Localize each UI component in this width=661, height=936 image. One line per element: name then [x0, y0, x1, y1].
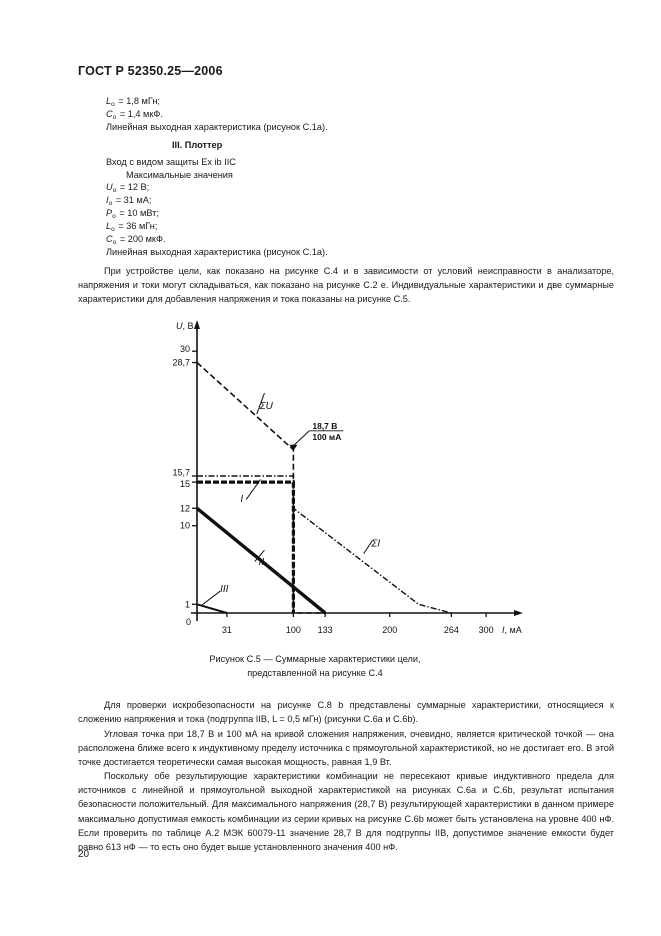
x-tick-label-2: 133 — [317, 625, 333, 635]
caption-line-1: Рисунок С.5 — Суммарные характеристики цели, — [209, 654, 421, 664]
figure-c5-chart — [150, 312, 550, 642]
uo-line: $U_o = 12$ В; — [106, 182, 150, 194]
x-tick-label-3: 200 — [382, 625, 398, 635]
c0-line: $C_o = 1,4$ мкФ. — [106, 109, 163, 121]
y-tick-label-1: 10 — [179, 520, 190, 531]
x-tick-label-0: 31 — [221, 625, 232, 635]
y-tick-label-4: 15,7 — [172, 467, 190, 478]
paragraph-4: Поскольку обе результирующие характеристики комбинации не пересекают кривые индуктивного предела для источников с линейной и прямоугольной выходной характеристикой на рисунках С.6а и С.6b, результат испытания безопасности положительный. Для максимального напряжения (28,7 В) результирующей характеристики в данном примере максимально допустимая емкость комбинации из серии кривых на рисунке С.6b может быть установлена на уровне 400 нФ. Если проверить по таблице А.2 МЭК 60079-11 значение 28,7 В для подгруппы IIB, допустимое значение емкости будет равно 613 нФ — то есть оно будет выше установленного значения 400 нФ. — [78, 771, 614, 853]
plotter-max-values: Максимальные значения — [126, 170, 233, 180]
characteristic-line-1: Линейная выходная характеристика (рисунок С.1а). — [106, 122, 328, 132]
y-tick-label-5: 28,7 — [172, 357, 190, 368]
plotter-input: Вход с видом защиты Ex ib IIC — [106, 157, 236, 167]
series-label-3: ΣU — [259, 400, 273, 412]
annotation-text-2-0: 100 мА — [312, 431, 342, 442]
paragraph-3: Угловая точка при 18,7 В и 100 мА на кривой сложения напряжения, очевидно, является критической точкой — она расположена ближе всего к индуктивному пределу источника с прямоугольной характеристикой, но не достигает его. В этой точке достигается теоретически самая высокая мощность, равная 1,9 Вт. — [78, 729, 614, 768]
co-line: $C_o = 200$ мкФ. — [106, 234, 166, 246]
x-tick-label-5: 300 — [478, 625, 494, 635]
plotter-heading: III. Плоттер — [172, 140, 223, 150]
series-label-4: ΣI — [371, 538, 381, 550]
series-label-2: III — [220, 584, 229, 596]
y-tick-label-6: 30 — [179, 344, 190, 355]
x-axis-arrow — [514, 610, 523, 616]
x-tick-label-4: 264 — [443, 625, 459, 635]
figure-caption — [180, 652, 450, 680]
paragraph-1: При устройстве цели, как показано на рисунке С.4 и в зависимости от условий неисправности в анализаторе, напряжения и токи могут складываться, как показано на рисунке С.2 е. Индивидуальные характеристики и две суммарные характеристики для добавления напряжения и тока показаны на рисунке С.5. — [78, 266, 614, 305]
series-line-4 — [197, 476, 451, 613]
y-tick-label-2: 12 — [179, 503, 190, 514]
document-header: ГОСТ Р 52350.25—2006 — [78, 64, 223, 78]
io-line: $I_o = 31$ мА; — [106, 195, 152, 207]
characteristic-line-2: Линейная выходная характеристика (рисунок С.1а). — [106, 247, 328, 257]
caption-line-2: представленной на рисунке С.4 — [247, 668, 383, 678]
origin-label: 0 — [186, 617, 192, 627]
series-label-0: I — [240, 494, 244, 506]
series-label-1: II — [258, 557, 265, 568]
l0-line: $L_o = 1,8$ мГн; — [106, 96, 160, 108]
series-leader-2 — [202, 591, 220, 605]
y-axis-arrow — [194, 320, 200, 329]
page-number: 20 — [78, 849, 90, 860]
series-line-2 — [197, 604, 227, 613]
y-axis-label: U, В — [176, 321, 194, 331]
x-axis-label: I, мА — [502, 625, 522, 635]
y-tick-label-0: 1 — [184, 599, 190, 610]
y-tick-label-3: 15 — [179, 479, 190, 490]
annotation-text-1-0: 18,7 В — [312, 420, 338, 431]
po-line: $P_o = 10$ мВт; — [106, 208, 159, 220]
lo-line: $L_o = 36$ мГн; — [106, 221, 158, 233]
annotation-leader-0 — [293, 431, 309, 446]
x-tick-label-1: 100 — [285, 625, 301, 635]
paragraph-2: Для проверки искробезопасности на рисунке С.8 b представлены суммарные характеристики, относящиеся к сложению напряжения и тока (подгруппа IIB, L = 0,5 мГн) (рисунки С.6а и С.6b). — [78, 700, 614, 725]
